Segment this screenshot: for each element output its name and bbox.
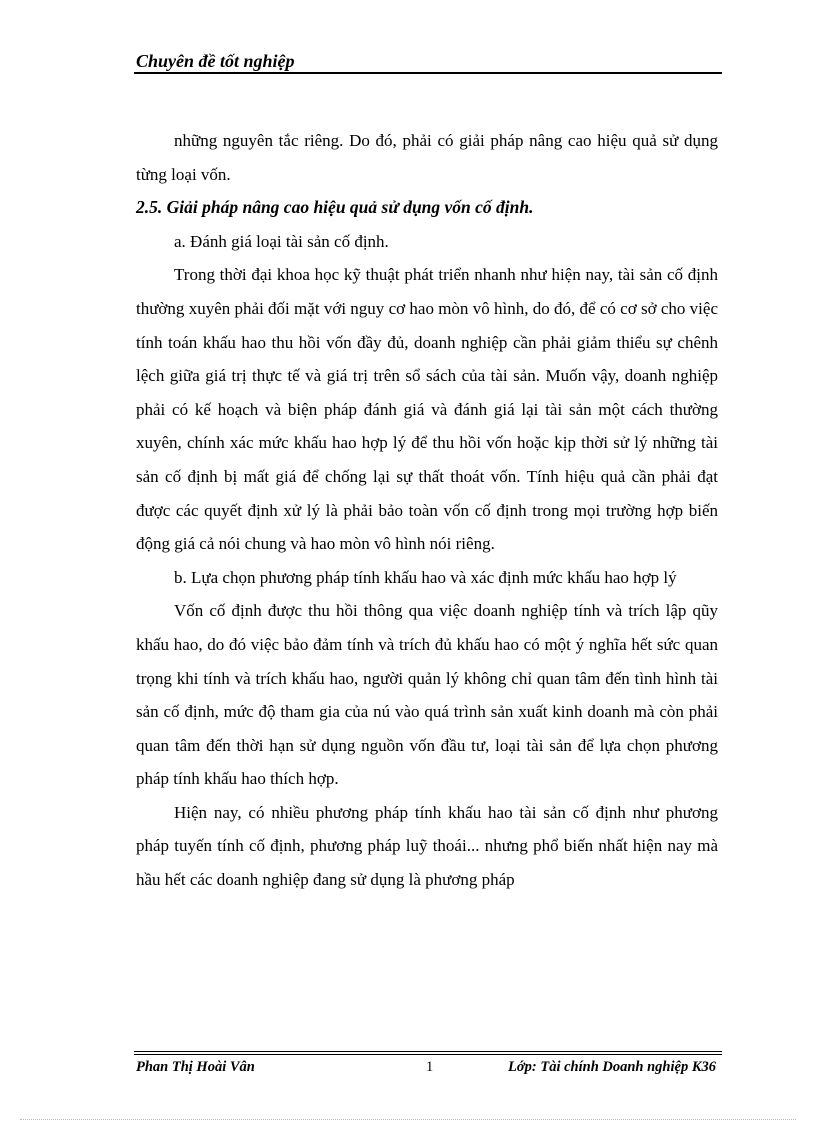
footer-class: Lớp: Tài chính Doanh nghiệp K36 — [508, 1059, 716, 1075]
section-heading: 2.5. Giải pháp nâng cao hiệu quả sử dụng vốn cố định. — [136, 197, 534, 218]
footer-page-number: 1 — [426, 1059, 434, 1075]
subheading-b: b. Lựa chọn phương pháp tính khấu hao và xác định mức khấu hao hợp lý — [174, 567, 677, 587]
footer-rule-bottom — [134, 1054, 722, 1055]
footer-rule-top — [134, 1051, 722, 1052]
subheading-a: a. Đánh giá loại tài sản cố định. — [174, 231, 389, 251]
paragraph-3: Vốn cố định được thu hồi thông qua việc doanh nghiệp tính và trích lập qũy khấu hao, do đó việc bảo đảm tính và trích đủ khấu hao có một ý nghĩa hết sức quan trọng khi tính và trích khấu hao, người quản lý không chỉ quan tâm đến tình hình tài sản cố định, mức độ tham gia của nú vào quá trình sản xuất kinh doanh mà còn phải quan tâm đến thời hạn sử dụng nguồn vốn đầu tư, loại tài sản để lựa chọn phương pháp tính khấu hao thích hợp. — [136, 601, 718, 789]
paragraph-2: Trong thời đại khoa học kỹ thuật phát triển nhanh như hiện nay, tài sản cố định thường xuyên phải đối mặt với nguy cơ hao mòn vô hình, do đó, để có cơ sở cho việc tính toán khấu hao thu hồi vốn đầy đủ, doanh nghiệp cần phải giảm thiểu sự chênh lệch giữa giá trị thực tế và giá trị trên sổ sách của tài sản. Muốn vậy, doanh nghiệp phải có kế hoạch và biện pháp đánh giá và đánh giá lại tài sản một cách thường xuyên, chính xác mức khấu hao hợp lý để thu hồi vốn hoặc kịp thời sử lý những tài sản cố định bị mất giá để chống lại sự thất thoát vốn. Tính hiệu quả cần phải đạt được các quyết định xử lý là phải bảo toàn vốn cố định trong mọi trường hợp biến động giá cả nói chung và hao mòn vô hình nói riêng. — [136, 265, 718, 554]
footer-author: Phan Thị Hoài Vân — [136, 1059, 255, 1075]
header-title: Chuyên đề tốt nghiệp — [136, 51, 295, 71]
paragraph-4: Hiện nay, có nhiều phương pháp tính khấu hao tài sản cố định như phương pháp tuyến tính cố định, phương pháp luỹ thoái... nhưng phổ biến nhất hiện nay mà hầu hết các doanh nghiệp đang sử dụng là phương pháp — [136, 802, 718, 890]
page-footer — [136, 1058, 718, 1078]
paragraph-1: những nguyên tắc riêng. Do đó, phải có giải pháp nâng cao hiệu quả sử dụng từng loại vốn. — [136, 131, 718, 184]
page-edge-divider — [20, 1119, 796, 1120]
document-body — [136, 124, 718, 897]
header-rule — [134, 72, 722, 74]
